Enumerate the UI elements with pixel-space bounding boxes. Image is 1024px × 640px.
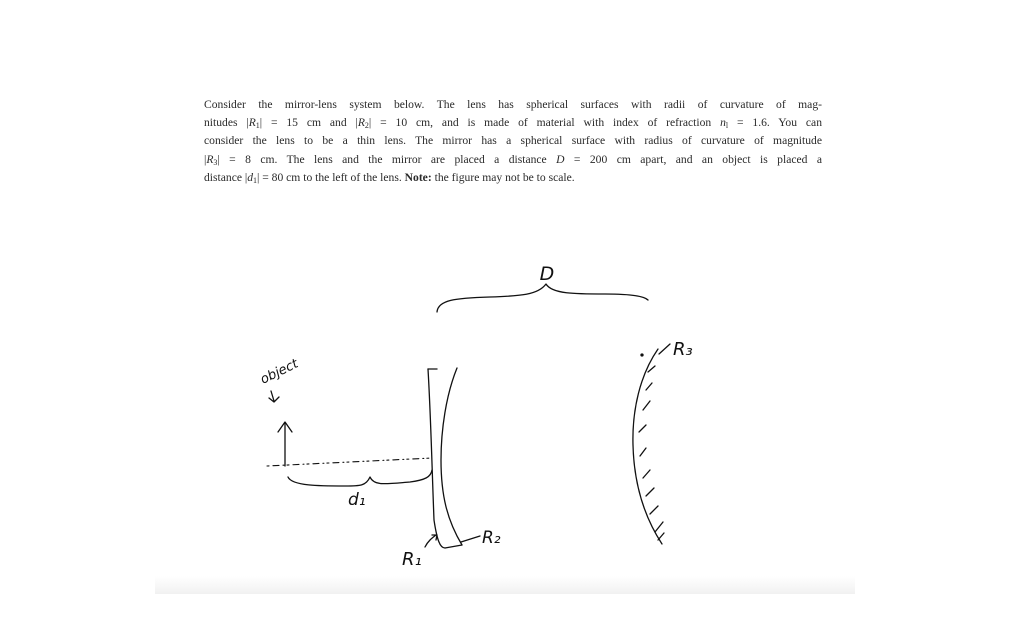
math-subscript: 1 bbox=[253, 175, 258, 185]
optical-axis bbox=[267, 458, 432, 466]
text-run: | bbox=[204, 152, 207, 166]
math-symbol: d bbox=[247, 170, 254, 184]
math-subscript: 1 bbox=[255, 121, 260, 131]
mirror-marker-dot bbox=[641, 354, 643, 356]
note-label: Note: bbox=[404, 170, 432, 184]
r2-pointer-arrow bbox=[461, 536, 480, 542]
text-run: | = 8 cm. The lens and the mirror are placed a distance bbox=[217, 152, 557, 166]
r1-pointer-arrow bbox=[425, 535, 437, 547]
label-object: object bbox=[258, 356, 301, 388]
text-run: = 1.6. You can bbox=[728, 116, 822, 130]
math-subscript: 3 bbox=[213, 157, 218, 167]
distance-d-brace bbox=[437, 284, 648, 312]
math-symbol: D bbox=[556, 152, 565, 166]
concave-mirror bbox=[633, 344, 670, 544]
math-symbol: R bbox=[357, 116, 365, 130]
page-bottom-shadow bbox=[155, 576, 855, 594]
label-d1: d₁ bbox=[348, 490, 366, 510]
math-symbol: n bbox=[720, 116, 726, 130]
text-run: distance | bbox=[204, 170, 248, 184]
math-subscript: 2 bbox=[364, 121, 369, 131]
text-run: the figure may not be to scale. bbox=[431, 170, 575, 184]
object-arrow bbox=[278, 422, 292, 466]
math-subscript: l bbox=[725, 121, 729, 131]
label-r3: R₃ bbox=[673, 339, 693, 360]
text-run: Consider the mirror-lens system below. The lens has spherical surfaces with radii of curvature of mag- bbox=[204, 98, 822, 111]
text-run: consider the lens to be a thin lens. The mirror has a spherical surface with radius of curvature of magnitude bbox=[204, 134, 822, 148]
distance-d1-brace bbox=[288, 470, 432, 486]
math-symbol: R bbox=[248, 116, 256, 130]
text-run: | = 10 cm, and is made of material with index of refraction bbox=[368, 116, 721, 130]
text-run: = 200 cm apart, and an object is placed a bbox=[564, 152, 823, 166]
math-symbol: R bbox=[206, 152, 214, 166]
text-run: nitudes | bbox=[204, 116, 249, 130]
object-label-arrow-icon bbox=[269, 391, 279, 402]
label-r2: R₂ bbox=[482, 528, 501, 548]
text-run: | = 80 cm to the left of the lens. bbox=[257, 170, 405, 184]
thin-lens bbox=[428, 368, 462, 548]
label-distance-d: D bbox=[539, 263, 555, 285]
label-r1: R₁ bbox=[402, 549, 422, 570]
text-run: | = 15 cm and | bbox=[259, 116, 358, 130]
